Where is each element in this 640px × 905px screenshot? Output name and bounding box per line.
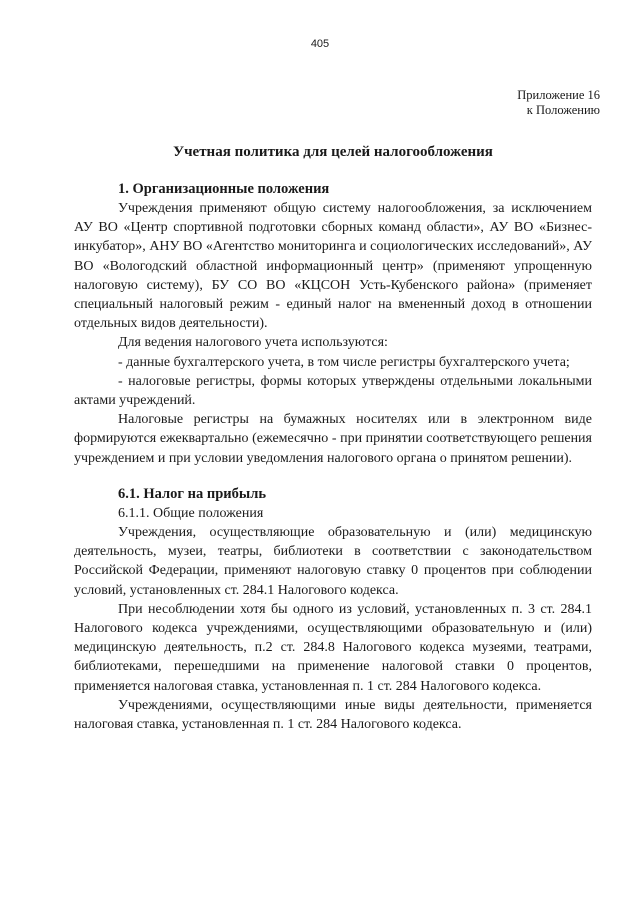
appendix-line-2: к Положению xyxy=(526,103,600,117)
section-1-paragraph-2: Для ведения налогового учета используются: xyxy=(118,335,388,351)
section-1-paragraph-1: Учреждения применяют общую систему налогообложения, за исключением АУ ВО «Центр спортивной подготовки сборных команд области», АУ ВО «Бизнес-инкубатор», АНУ ВО «Агентство мониторинга и социологических исследований», АУ ВО «Вологодский областной информационный центр» (применяют упрощенную налоговую систему), БУ СО ВО «КЦСОН Усть-Кубенского района» (применяет специальный налоговый режим - единый налог на вмененный доход в отношении отдельных видов деятельности). xyxy=(74,201,592,332)
document-title: Учетная политика для целей налогообложения xyxy=(173,144,493,160)
section-1-heading: 1. Организационные положения xyxy=(118,181,330,197)
appendix-note xyxy=(517,88,600,118)
section-6-1-1-subheading: 6.1.1. Общие положения xyxy=(118,505,264,521)
appendix-line-1: Приложение 16 xyxy=(517,88,600,102)
section-1-list-item-2: - налоговые регистры, формы которых утверждены отдельными локальными актами учреждений. xyxy=(74,373,592,409)
section-1-list-item-1: - данные бухгалтерского учета, в том числе регистры бухгалтерского учета; xyxy=(118,354,570,370)
page-number: 405 xyxy=(310,38,330,50)
section-6-1-paragraph-3: Учреждениями, осуществляющими иные виды деятельности, применяется налоговая ставка, установленная п. 1 ст. 284 Налогового кодекса. xyxy=(74,697,592,733)
section-6-1-paragraph-2: При несоблюдении хотя бы одного из условий, установленных п. 3 ст. 284.1 Налогового кодекса учреждениями, осуществляющими образовательную и (или) медицинскую деятельность, п.2 ст. 284.8 Налогового кодекса музеями, театрами, библиотеками, перешедшими на применение налоговой ставки 0 процентов, применяется налоговая ставка, установленная п. 1 ст. 284 Налогового кодекса. xyxy=(74,601,592,694)
document-body xyxy=(74,142,592,734)
section-6-1-heading: 6.1. Налог на прибыль xyxy=(118,485,267,502)
section-1-paragraph-3: Налоговые регистры на бумажных носителях или в электронном виде формируются ежеквартально (ежемесячно - при принятии соответствующего решения учреждением и при условии уведомления налогового органа о принятом решении). xyxy=(74,412,592,466)
section-6-1-paragraph-1: Учреждения, осуществляющие образовательную и (или) медицинскую деятельность, музеи, театры, библиотеки в соответствии с законодательством Российской Федерации, применяют налоговую ставку 0 процентов при соблюдении условий, установленных ст. 284.1 Налогового кодекса. xyxy=(74,525,592,598)
